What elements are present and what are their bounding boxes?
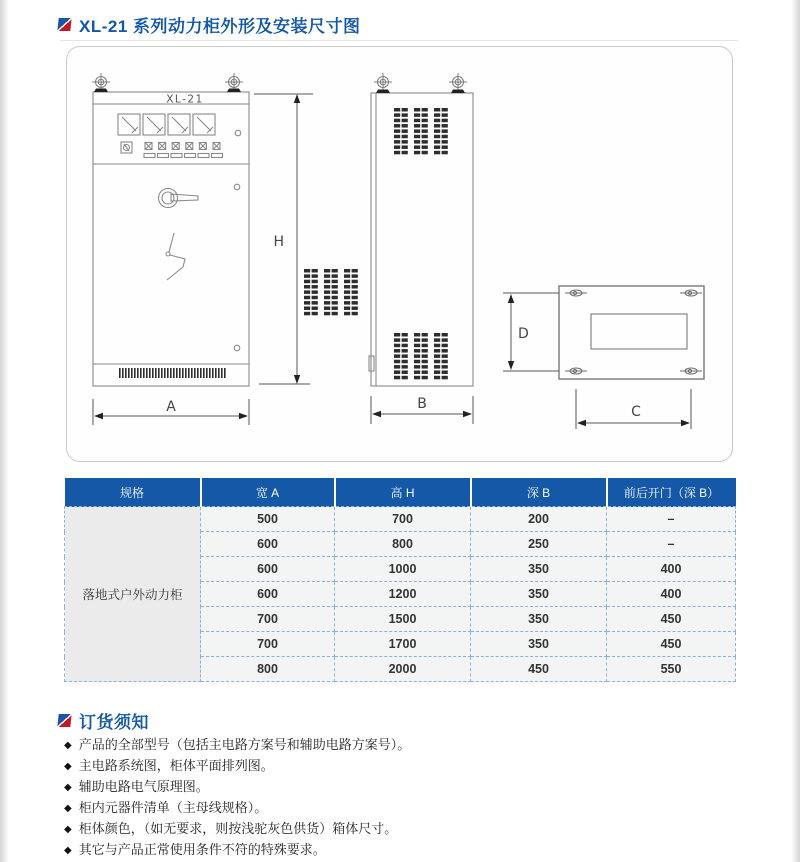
note-item bbox=[64, 819, 410, 840]
table-cell: 700 bbox=[201, 607, 335, 632]
table-cell: – bbox=[607, 532, 736, 557]
note-item bbox=[64, 798, 410, 819]
note-text: 主电路系统图，柜体平面排列图。 bbox=[78, 758, 274, 773]
bullet-diamond-icon: ◆ bbox=[64, 824, 72, 835]
table-cell: – bbox=[607, 507, 736, 532]
spec-table bbox=[64, 478, 736, 682]
front-model-label: XL-21 bbox=[166, 93, 204, 106]
table-cell: 250 bbox=[471, 532, 607, 557]
table-cell: 1200 bbox=[335, 582, 471, 607]
table-header-cell: 高 H bbox=[335, 478, 471, 507]
table-header-cell: 深 B bbox=[471, 478, 607, 507]
bullet-diamond-icon: ◆ bbox=[64, 782, 72, 793]
table-cell: 600 bbox=[201, 557, 335, 582]
note-item bbox=[64, 735, 410, 756]
page-right-shadow bbox=[791, 0, 800, 862]
bullet-diamond-icon: ◆ bbox=[64, 740, 72, 751]
side-lower-louvers bbox=[394, 333, 448, 379]
title-divider bbox=[60, 40, 738, 41]
note-item bbox=[64, 756, 410, 777]
row-group-label: 落地式户外动力柜 bbox=[65, 507, 201, 682]
side-view bbox=[369, 93, 473, 386]
button-icon bbox=[121, 142, 132, 153]
table-cell: 700 bbox=[335, 507, 471, 532]
cable-squiggle bbox=[166, 233, 185, 280]
mounting-plate-view bbox=[559, 286, 704, 379]
notes-title-row bbox=[58, 708, 149, 733]
note-text: 柜内元器件清单（主母线规格）。 bbox=[78, 800, 268, 815]
table-header-cell: 宽 A bbox=[201, 478, 335, 507]
lifting-eye-icons bbox=[92, 73, 467, 93]
note-item bbox=[64, 840, 410, 861]
table-cell: 450 bbox=[607, 632, 736, 657]
table-cell: 400 bbox=[607, 582, 736, 607]
table-cell: 600 bbox=[201, 532, 335, 557]
table-cell: 600 bbox=[201, 582, 335, 607]
dimension-diagram bbox=[67, 47, 732, 461]
dim-label-D: D bbox=[518, 326, 529, 342]
table-cell: 450 bbox=[471, 657, 607, 682]
table-cell: 1500 bbox=[335, 607, 471, 632]
table-cell: 800 bbox=[335, 532, 471, 557]
note-text: 辅助电路电气原理图。 bbox=[78, 779, 209, 794]
note-item bbox=[64, 777, 410, 798]
front-view bbox=[93, 92, 249, 386]
table-cell: 1000 bbox=[335, 557, 471, 582]
dim-label-H: H bbox=[273, 234, 284, 250]
table-cell: 350 bbox=[471, 582, 607, 607]
bullet-diamond-icon: ◆ bbox=[64, 761, 72, 772]
table-cell: 350 bbox=[471, 557, 607, 582]
table-cell: 2000 bbox=[335, 657, 471, 682]
table-cell: 200 bbox=[471, 507, 607, 532]
louver-detail bbox=[304, 269, 358, 315]
dimension-diagram-panel bbox=[66, 46, 733, 462]
table-cell: 500 bbox=[201, 507, 335, 532]
table-cell: 350 bbox=[471, 607, 607, 632]
mounting-slot-icons bbox=[565, 290, 702, 374]
table-row bbox=[65, 507, 736, 532]
meter-icons bbox=[118, 114, 215, 135]
bullet-diamond-icon: ◆ bbox=[64, 803, 72, 814]
dim-label-B: B bbox=[417, 396, 427, 412]
notes-title: 订货须知 bbox=[79, 713, 149, 732]
table-header-row bbox=[65, 478, 736, 507]
title-flag-icon bbox=[57, 18, 71, 31]
dim-label-C: C bbox=[631, 404, 641, 420]
page-title: XL-21 系列动力柜外形及安装尺寸图 bbox=[79, 17, 361, 36]
side-upper-louvers bbox=[394, 108, 448, 154]
page-left-shadow bbox=[0, 0, 9, 862]
note-text: 其它与产品正常使用条件不符的特殊要求。 bbox=[78, 842, 326, 857]
table-cell: 800 bbox=[201, 657, 335, 682]
table-cell: 1700 bbox=[335, 632, 471, 657]
table-cell: 700 bbox=[201, 632, 335, 657]
table-cell: 400 bbox=[607, 557, 736, 582]
bullet-diamond-icon: ◆ bbox=[64, 845, 72, 856]
notes-list bbox=[64, 735, 410, 861]
table-cell: 550 bbox=[607, 657, 736, 682]
page-title-row bbox=[58, 12, 361, 37]
handle-icon bbox=[159, 189, 199, 208]
front-vent-louvers bbox=[119, 368, 226, 378]
table-header-cell: 规格 bbox=[65, 478, 201, 507]
table-header-cell: 前后开门（深 B） bbox=[607, 478, 736, 507]
table-cell: 350 bbox=[471, 632, 607, 657]
note-text: 柜体颜色，（如无要求，则按浅驼灰色供货）箱体尺寸。 bbox=[78, 821, 398, 836]
note-text: 产品的全部型号（包括主电路方案号和辅助电路方案号）。 bbox=[78, 737, 411, 752]
notes-flag-icon bbox=[57, 714, 71, 727]
dim-label-A: A bbox=[166, 399, 176, 415]
table-cell: 450 bbox=[607, 607, 736, 632]
